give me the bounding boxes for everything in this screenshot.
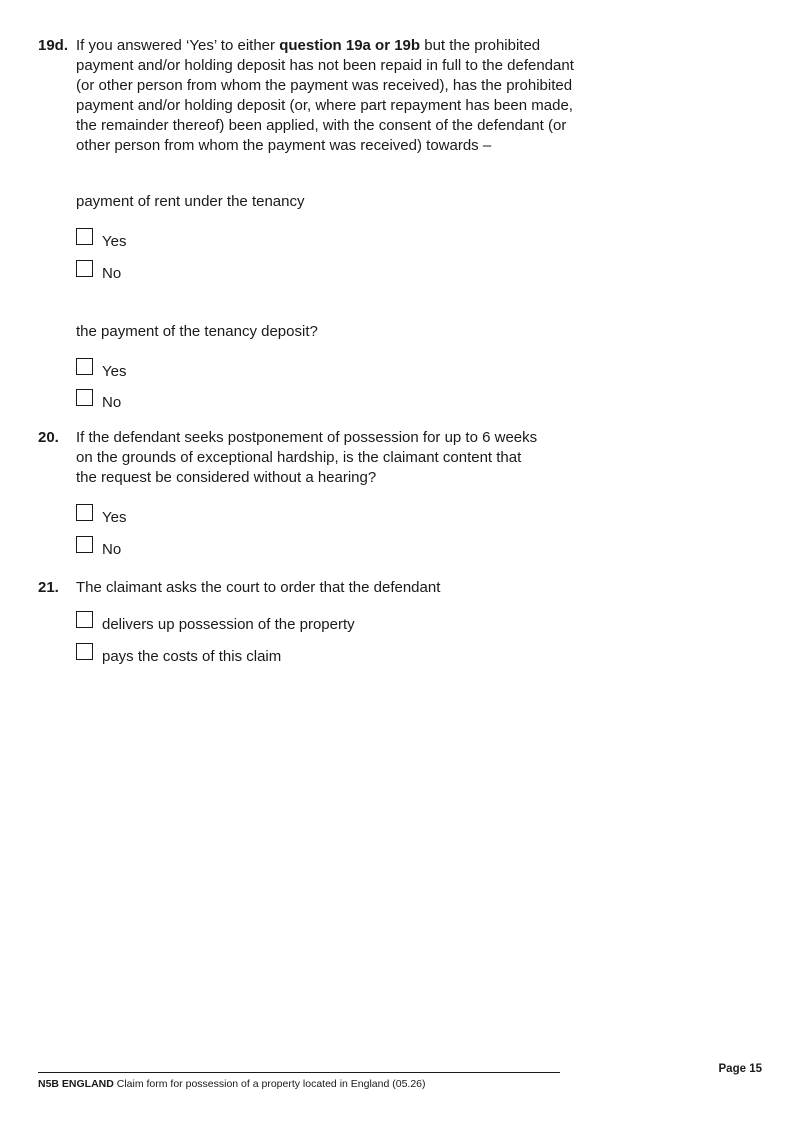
checkbox-hearing-yes[interactable] [76, 506, 126, 526]
subquestion-rent-label: payment of rent under the tenancy [76, 193, 305, 210]
checkbox-label: Yes [102, 509, 127, 526]
question-text-end: but the prohibited payment and/or holding deposit has not been repaid in full to the defendant (or other person from whom the payment was received), has the prohibited payment and/or holding deposit (or, where part repayment has been made, the remainder thereof) been applied, with the consent of the defendant (or other person from whom the payment was received) towards – [76, 37, 574, 154]
question-number: 20. [38, 429, 59, 446]
checkbox-label: No [102, 541, 122, 558]
page-number: Page 15 [718, 1063, 762, 1075]
subquestion-deposit-label: the payment of the tenancy deposit? [76, 323, 318, 340]
checkbox-box[interactable] [76, 643, 93, 660]
checkbox-hearing-no[interactable] [76, 538, 121, 558]
checkbox-label: No [102, 394, 122, 411]
checkbox-label: delivers up possession of the property [102, 616, 355, 633]
question-number: 21. [38, 579, 59, 596]
checkbox-box[interactable] [76, 504, 93, 521]
checkbox-label: Yes [102, 363, 127, 380]
question-number: 19d. [38, 37, 69, 54]
checkbox-box[interactable] [76, 389, 93, 406]
checkbox-label: No [102, 265, 122, 282]
checkbox-box[interactable] [76, 228, 93, 245]
question-text: The claimant asks the court to order that the defendant [76, 579, 441, 596]
form-title: Claim form for possession of a property located in England (05.26) [113, 1078, 426, 1090]
checkbox-label: Yes [102, 233, 127, 250]
checkbox-rent-no[interactable] [76, 262, 121, 282]
checkbox-possession[interactable] [76, 613, 355, 633]
checkbox-deposit-no[interactable] [76, 391, 121, 411]
checkbox-rent-yes[interactable] [76, 230, 126, 250]
checkbox-box[interactable] [76, 358, 93, 375]
footer-form-info [38, 1077, 426, 1091]
checkbox-box[interactable] [76, 611, 93, 628]
checkbox-deposit-yes[interactable] [76, 360, 126, 380]
question-reference: question 19a or 19b [279, 37, 421, 54]
checkbox-box[interactable] [76, 536, 93, 553]
checkbox-label: pays the costs of this claim [102, 648, 282, 665]
checkbox-costs[interactable] [76, 645, 281, 665]
question-text-start: If you answered ‘Yes’ to either [76, 37, 280, 54]
form-code: N5B ENGLAND [38, 1078, 114, 1090]
question-text: If the defendant seeks postponement of possession for up to 6 weeks on the grounds of exceptional hardship, is the claimant content that the request be considered without a hearing? [76, 429, 538, 486]
question-text [76, 36, 596, 156]
footer-divider [38, 1072, 560, 1073]
checkbox-box[interactable] [76, 260, 93, 277]
